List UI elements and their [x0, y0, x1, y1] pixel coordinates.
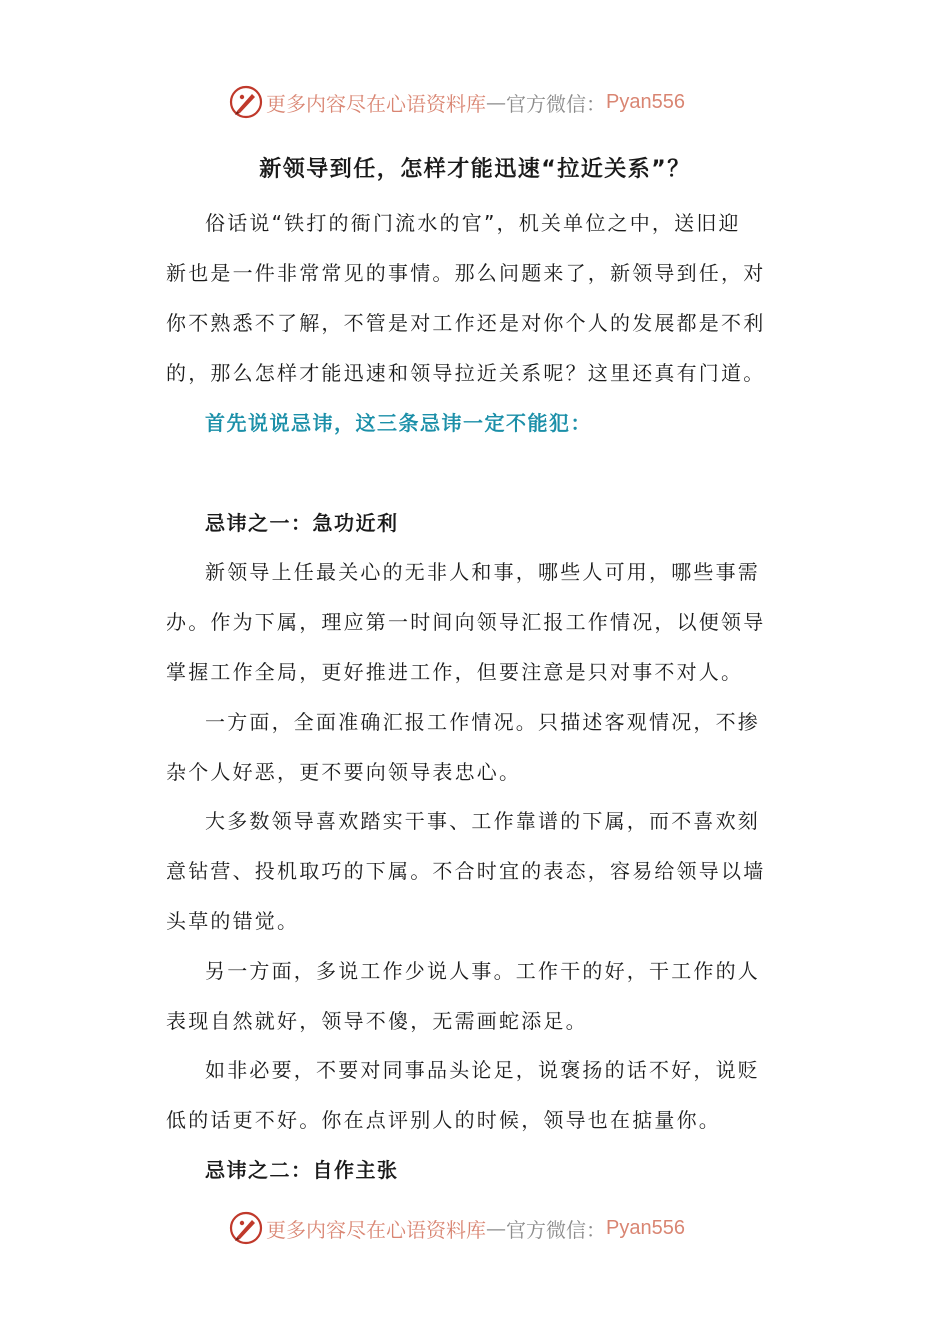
paragraph-line: 你不熟悉不了解，不管是对工作还是对你个人的发展都是不利: [166, 311, 766, 335]
banner-wechat-id: Pyan556: [606, 1216, 685, 1239]
paragraph-line: 表现自然就好，领导不傻，无需画蛇添足。: [166, 1009, 588, 1033]
page-title: 新领导到任，怎样才能迅速“拉近关系”？: [259, 157, 691, 182]
paragraph-line: 新也是一件非常常见的事情。那么问题来了，新领导到任，对: [166, 261, 766, 285]
banner-wechat-label: 官方微信：: [506, 91, 606, 116]
paragraph-line: 大多数领导喜欢踏实干事、工作靠谱的下属，而不喜欢刻: [205, 809, 760, 833]
paragraph-line: 掌握工作全局，更好推进工作，但要注意是只对事不对人。: [166, 660, 744, 684]
paragraph-line: 的，那么怎样才能迅速和领导拉近关系呢？这里还真有门道。: [166, 361, 766, 385]
paragraph-line: 如非必要，不要对同事品头论足，说褒扬的话不好，说贬: [205, 1058, 760, 1082]
pen-logo-icon: [228, 1210, 264, 1246]
paragraph-line: 另一方面，多说工作少说人事。工作干的好，干工作的人: [205, 959, 760, 983]
footer-banner: [228, 1210, 685, 1246]
banner-text: 更多内容尽在心语资料库: [266, 91, 486, 116]
paragraph-line: 杂个人好恶，更不要向领导表忠心。: [166, 760, 522, 784]
header-banner: [228, 84, 685, 120]
pen-logo-icon: [228, 84, 264, 120]
paragraph-line: 新领导上任最关心的无非人和事，哪些人可用，哪些事需: [205, 560, 760, 584]
section-heading: 忌讳之一：急功近利: [205, 511, 399, 535]
banner-wechat-label: 官方微信：: [506, 1217, 606, 1242]
section-heading: 忌讳之二：自作主张: [205, 1158, 399, 1182]
banner-text: 更多内容尽在心语资料库: [266, 1217, 486, 1242]
section-highlight: 首先说说忌讳，这三条忌讳一定不能犯：: [205, 411, 592, 435]
paragraph-line: 俗话说“铁打的衙门流水的官”，机关单位之中，送旧迎: [205, 211, 741, 235]
paragraph-line: 头草的错觉。: [166, 909, 300, 933]
paragraph-line: 低的话更不好。你在点评别人的时候，领导也在掂量你。: [166, 1108, 721, 1132]
banner-wechat-id: Pyan556: [606, 90, 685, 113]
banner-separator: —: [486, 90, 506, 114]
paragraph-line: 一方面，全面准确汇报工作情况。只描述客观情况，不掺: [205, 710, 760, 734]
paragraph-line: 办。作为下属，理应第一时间向领导汇报工作情况，以便领导: [166, 610, 766, 634]
banner-separator: —: [486, 1216, 506, 1240]
paragraph-line: 意钻营、投机取巧的下属。不合时宜的表态，容易给领导以墙: [166, 859, 766, 883]
